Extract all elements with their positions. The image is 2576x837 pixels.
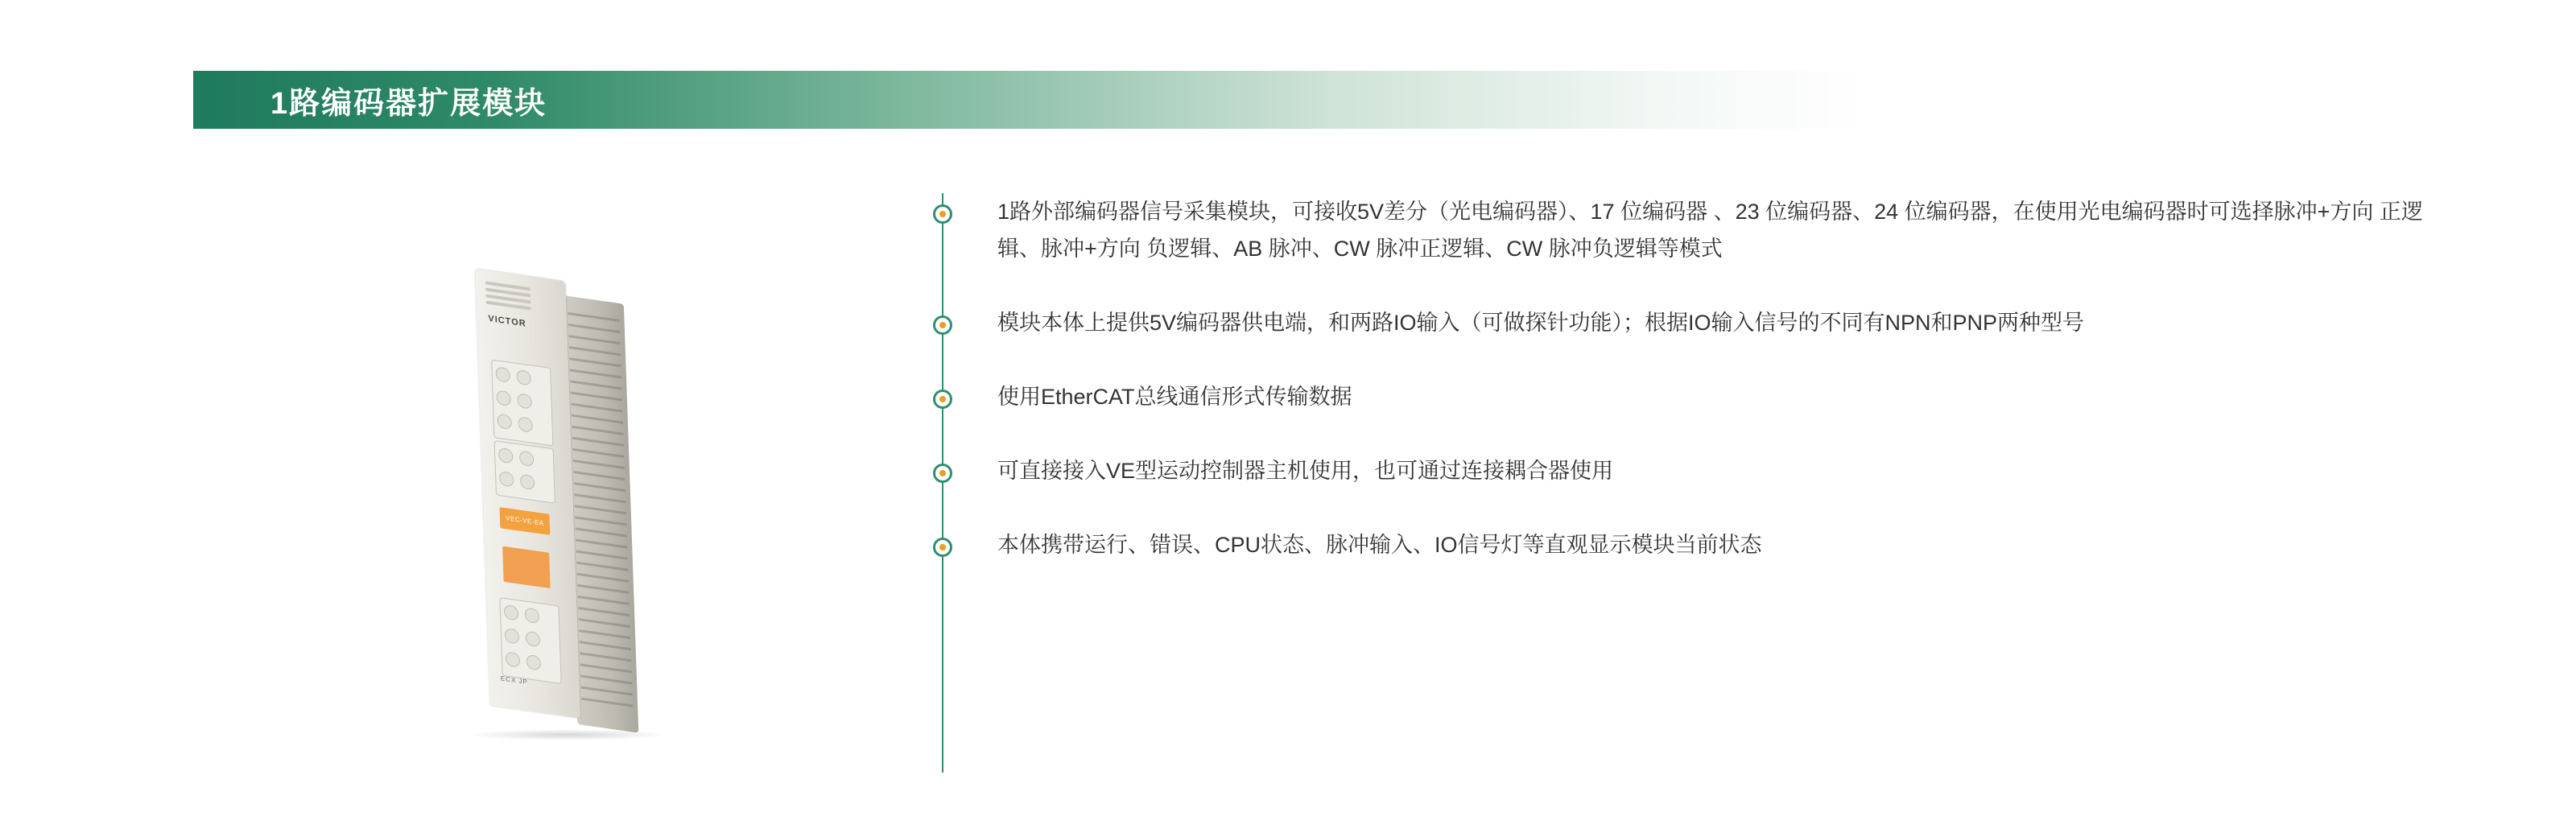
- terminal-block-bottom: [499, 597, 561, 687]
- page-title: 1路编码器扩展模块: [270, 86, 547, 121]
- terminal-hole: [525, 608, 540, 625]
- list-item: [934, 378, 2463, 415]
- terminal-hole: [497, 414, 512, 431]
- terminal-hole: [506, 651, 521, 668]
- bullet-icon: [933, 390, 952, 409]
- bullet-icon: [933, 315, 952, 335]
- terminal-hole: [518, 416, 533, 433]
- terminal-hole: [498, 447, 514, 464]
- terminal-hole: [519, 450, 535, 467]
- feature-text: 可直接接入VE型运动控制器主机使用，也可通过连接耦合器使用: [997, 459, 1614, 483]
- feature-list: [934, 193, 2463, 600]
- product-shadow: [467, 729, 668, 740]
- terminal-hole: [516, 369, 531, 386]
- encoder-module-illustration: [475, 269, 659, 746]
- feature-text: 本体携带运行、错误、CPU状态、脉冲输入、IO信号灯等直观显示模块当前状态: [997, 533, 1762, 557]
- status-led-strip: [502, 546, 551, 588]
- terminal-hole: [496, 390, 511, 406]
- list-item: [934, 526, 2463, 563]
- terminal-hole: [517, 393, 532, 410]
- module-bottom-text: ECX JP: [500, 674, 529, 687]
- terminal-hole: [499, 471, 514, 488]
- feature-text: 模块本体上提供5V编码器供电端，和两路IO输入（可做探针功能）；根据IO输入信号的不同有NPN和PNP两种型号: [997, 311, 2085, 335]
- terminal-hole: [526, 631, 541, 648]
- terminal-hole: [505, 628, 520, 645]
- terminal-hole: [520, 474, 535, 491]
- module-brand-text: VICTOR: [488, 313, 526, 329]
- list-item: [934, 193, 2463, 267]
- terminal-hole: [495, 366, 510, 383]
- terminal-hole: [504, 604, 519, 621]
- feature-text: 使用EtherCAT总线通信形式传输数据: [997, 385, 1352, 409]
- bullet-icon: [933, 538, 952, 557]
- list-item: [934, 304, 2463, 341]
- module-model-label: VEC-VE-EA: [499, 507, 550, 535]
- feature-text: 1路外部编码器信号采集模块，可接收5V差分（光电编码器）、17 位编码器 、23 位编码器、24 位编码器，在使用光电编码器时可选择脉冲+方向 正逻辑、脉冲+方向 负逻辑、AB 脉冲、CW 脉冲正逻辑、CW 脉冲负逻辑等模式: [997, 200, 2423, 261]
- module-front-face: [475, 269, 580, 719]
- product-image: [451, 258, 773, 757]
- terminal-block-middle: [494, 440, 555, 504]
- page-title-banner: [193, 71, 1868, 129]
- bullet-icon: [933, 204, 952, 224]
- terminal-block-top: [491, 359, 553, 446]
- bullet-icon: [933, 464, 952, 483]
- terminal-hole: [526, 654, 542, 671]
- list-item: [934, 452, 2463, 489]
